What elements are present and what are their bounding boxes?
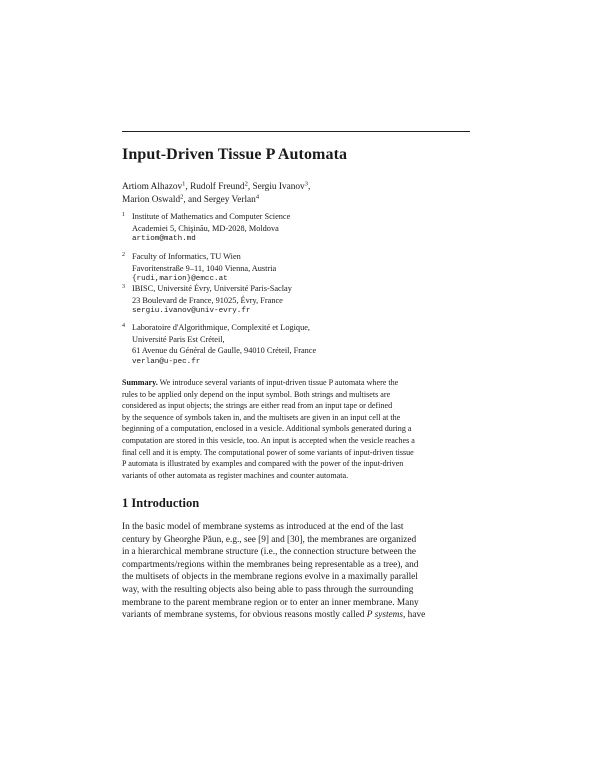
- affiliation-email: {rudi,marion}@emcc.at: [132, 275, 228, 284]
- section-heading: [122, 496, 199, 511]
- body-line: in a hierarchical membrane structure (i.e., the connection structure between the: [122, 547, 417, 558]
- summary-line: beginning of a computation, enclosed in a vesicle. Additional symbols generated during a: [122, 424, 412, 434]
- affiliation-line: Laboratoire d'Algorithmique, Complexité et Logique,: [132, 323, 310, 332]
- affiliation-line: 61 Avenue du Général de Gaulle, 94010 Créteil, France: [132, 346, 317, 356]
- affiliation-line: Favoritenstraße 9–11, 1040 Vienna, Austria: [132, 263, 277, 273]
- summary-label: Summary.: [122, 378, 158, 387]
- affiliation-line: Institute of Mathematics and Computer Science: [132, 212, 291, 221]
- title-rule: [122, 131, 470, 132]
- paper-title: Input-Driven Tissue P Automata: [122, 146, 348, 163]
- affiliation-line: Academiei 5, Chişinău, MD-2028, Moldova: [132, 223, 279, 233]
- body-text: variants of membrane systems, for obvious reasons mostly called: [122, 610, 367, 621]
- summary-line: rules to be applied only depend on the input symbol. Both strings and multisets are: [122, 389, 391, 399]
- body-line: In the basic model of membrane systems as introduced at the end of the last: [122, 522, 404, 532]
- body-line: compartments/regions within the membranes being representable as a tree), and: [122, 559, 419, 570]
- section-number: 1: [122, 496, 129, 510]
- body-line: [122, 609, 471, 622]
- affiliation-number: 3: [122, 284, 125, 290]
- author-affiliation-mark: 3: [304, 180, 308, 188]
- body-line: century by Gheorghe Păun, e.g., see [9] and [30], the membranes are organized: [122, 534, 417, 545]
- author-name: , Rudolf Freund: [185, 182, 245, 192]
- affiliation-2: [122, 251, 472, 286]
- affiliation-line: 23 Boulevard de France, 91025, Évry, France: [132, 295, 283, 305]
- affiliation-email: artiom@math.md: [132, 235, 196, 244]
- affiliation-number: 4: [122, 323, 125, 329]
- affiliation-email: verlan@u-pec.fr: [132, 357, 201, 366]
- affiliation-number: 1: [122, 212, 125, 218]
- body-line: way, with the resulting objects also being able to pass through the surrounding: [122, 584, 414, 595]
- emphasis-text: P systems: [366, 610, 404, 621]
- author-name: , and Sergey Verlan: [183, 194, 256, 205]
- summary-line: considered as input objects; the strings are either read from an input tape or defined: [122, 401, 393, 411]
- body-text: , have: [403, 610, 426, 621]
- body-line: the multisets of objects in the membrane regions evolve in a maximally parallel: [122, 572, 418, 583]
- affiliation-1: [122, 211, 472, 246]
- affiliation-line: IBISC, Université Évry, Université Paris-Saclay: [132, 284, 292, 293]
- affiliation-3: [122, 283, 472, 318]
- introduction-paragraph: [122, 521, 471, 622]
- summary-line: [122, 377, 471, 389]
- summary-line: final cell and it is empty. The computational power of some variants of input-driven tissue: [122, 447, 414, 457]
- author-affiliation-mark: 2: [244, 180, 248, 188]
- summary-line: computation are stored in this vesicle, too. An input is accepted when the vesicle reaches a: [122, 435, 415, 445]
- summary-text: We introduce several variants of input-driven tissue P automata where the: [157, 378, 399, 387]
- author-name: Artiom Alhazov: [122, 182, 183, 192]
- body-line: membrane to the parent membrane region or to enter an inner membrane. Many: [122, 597, 419, 608]
- affiliation-email: sergiu.ivanov@univ-evry.fr: [132, 307, 251, 316]
- summary-line: by the sequence of symbols taken in, and the multisets are given in an input cell at the: [122, 412, 401, 422]
- affiliation-4: [122, 322, 472, 368]
- section-title: Introduction: [131, 496, 200, 510]
- affiliation-line: Université Paris Est Créteil,: [132, 334, 225, 344]
- author-affiliation-mark: 2: [180, 193, 184, 200]
- affiliation-number: 2: [122, 252, 125, 258]
- author-affiliation-mark: 4: [255, 193, 260, 200]
- summary-line: variants of other automata as register machines and counter automata.: [122, 470, 349, 480]
- affiliation-line: Faculty of Informatics, TU Wien: [132, 252, 241, 261]
- summary-paragraph: [122, 377, 471, 481]
- author-list: [122, 181, 472, 206]
- author-separator: ,: [307, 182, 311, 192]
- author-name: Marion Oswald: [122, 194, 181, 205]
- summary-line: P automata is illustrated by examples and compared with the power of the input-driven: [122, 459, 404, 469]
- author-affiliation-mark: 1: [182, 180, 186, 188]
- author-name: , Sergiu Ivanov: [247, 182, 305, 192]
